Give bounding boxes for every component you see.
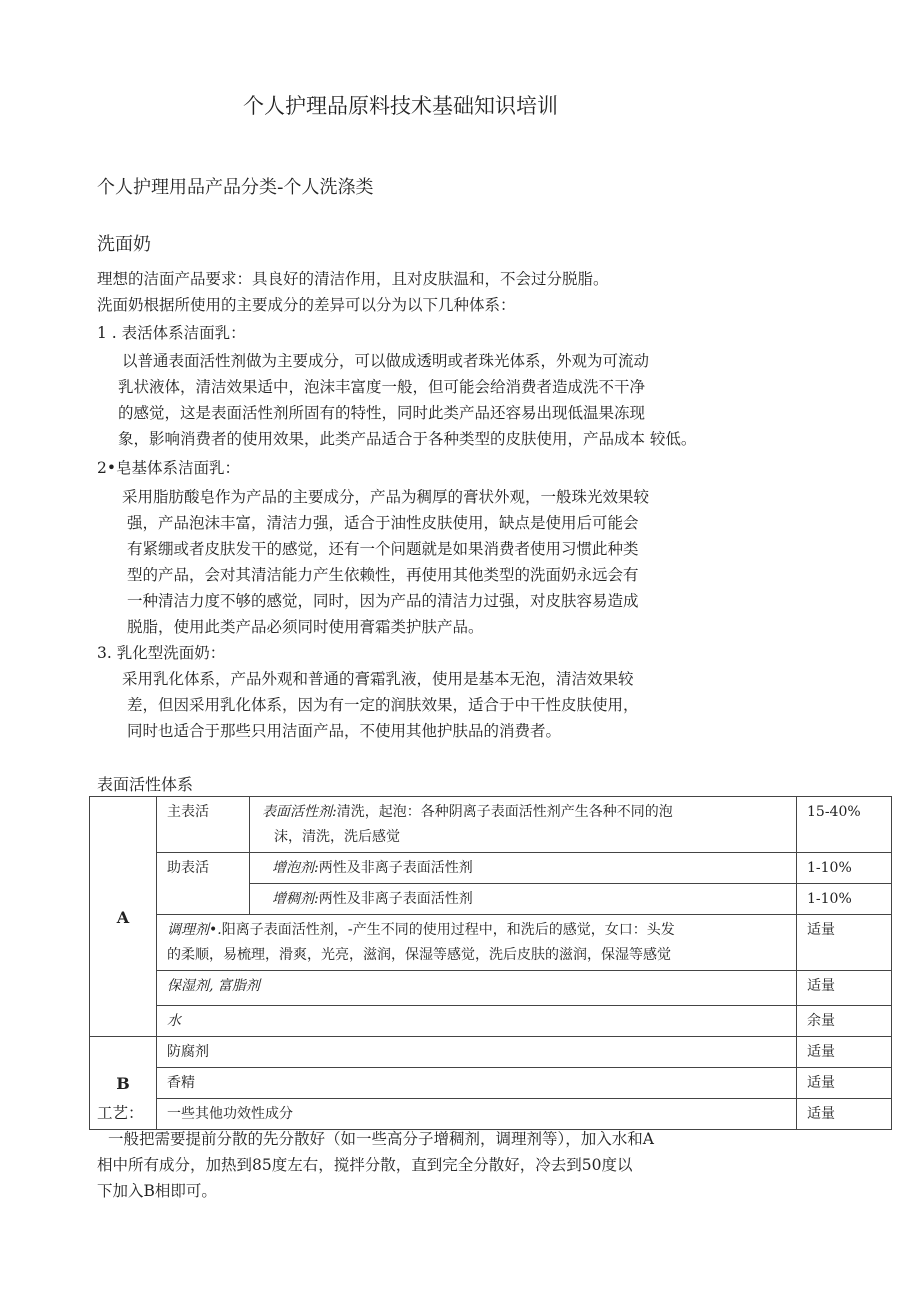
main-surfactant-desc bbox=[250, 797, 797, 853]
main-surfactant-term: 表面活性剂: bbox=[262, 804, 337, 820]
phase-a-label: A bbox=[90, 797, 157, 1037]
type-3-line: 同时也适合于那些只用洁面产品，不使用其他护肤品的消费者。 bbox=[127, 722, 562, 740]
thickener-pct: 1-10% bbox=[797, 884, 892, 915]
table-row bbox=[90, 1099, 892, 1130]
intro-line-2: 洗面奶根据所使用的主要成分的差异可以分为以下几种体系： bbox=[97, 296, 516, 314]
subsection-title: 洗面奶 bbox=[97, 234, 151, 255]
table-row bbox=[90, 797, 892, 853]
conditioner-desc-1: 阳离子表面活性剂，-产生不同的使用过程中，和洗后的感觉，女口：头发 bbox=[221, 922, 675, 938]
conditioner-pct: 适量 bbox=[797, 915, 892, 971]
thickener-term: 增稠剂: bbox=[272, 891, 319, 907]
table-row bbox=[90, 915, 892, 971]
type-2-line: 一种清洁力度不够的感觉，同时，因为产品的清洁力过强，对皮肤容易造成 bbox=[127, 592, 639, 610]
table-row bbox=[90, 1068, 892, 1099]
process-line: 相中所有成分，加热到85度左右，搅拌分散，直到完全分散好，冷去到50度以 bbox=[97, 1156, 633, 1174]
type-1-line: 象，影响消费者的使用效果，此类产品适合于各种类型的皮肤使用，产品成本 较低。 bbox=[118, 430, 697, 448]
phase-b-label: B bbox=[90, 1037, 157, 1130]
process-line: 一般把需要提前分散的先分散好（如一些高分子增稠剂，调理剂等），加入水和A bbox=[108, 1130, 654, 1148]
table-row bbox=[90, 1006, 892, 1037]
type-2-line: 脱脂，使用此类产品必须同时使用膏霜类护肤产品。 bbox=[127, 618, 484, 636]
type-1-line: 乳状液体，清洁效果适中，泡沫丰富度一般，但可能会给消费者造成洗不干净 bbox=[118, 378, 646, 396]
main-surfactant-label: 主表活 bbox=[157, 797, 250, 853]
foam-booster-term: 增泡剂: bbox=[272, 860, 319, 876]
type-2-heading: 2•皂基体系洁面乳： bbox=[97, 459, 241, 477]
document-title: 个人护理品原料技术基础知识培训 bbox=[243, 94, 558, 118]
foam-booster-text: 两性及非离子表面活性剂 bbox=[318, 860, 473, 876]
foam-booster-pct: 1-10% bbox=[797, 853, 892, 884]
process-label: 工艺： bbox=[97, 1104, 144, 1122]
type-3-line: 差，但因采用乳化体系，因为有一定的润肤效果，适合于中干性皮肤使用， bbox=[127, 696, 639, 714]
type-1-heading: 1 . 表活体系洁面乳： bbox=[97, 324, 246, 342]
conditioner-term: 调理剂•. bbox=[167, 922, 222, 938]
section-title: 个人护理用品产品分类-个人洗涤类 bbox=[97, 177, 374, 198]
type-3-heading: 3. 乳化型洗面奶： bbox=[97, 644, 226, 662]
fragrance-pct: 适量 bbox=[797, 1068, 892, 1099]
fragrance-label: 香精 bbox=[157, 1068, 797, 1099]
actives-pct: 适量 bbox=[797, 1099, 892, 1130]
table-row bbox=[90, 853, 892, 884]
type-2-line: 型的产品，会对其清洁能力产生依赖性，再使用其他类型的洗面奶永远会有 bbox=[127, 566, 639, 584]
table-row bbox=[90, 971, 892, 1006]
type-3-line: 采用乳化体系，产品外观和普通的膏霜乳液，使用是基本无泡，清洁效果较 bbox=[122, 670, 634, 688]
conditioner-desc-2: 的柔顺，易梳理，滑爽，光亮，滋润，保湿等感觉，洗后皮肤的滋润，保湿等感觉 bbox=[167, 947, 671, 963]
type-2-line: 强，产品泡沫丰富，清洁力强，适合于油性皮肤使用，缺点是使用后可能会 bbox=[127, 514, 639, 532]
main-surfactant-pct: 15-40% bbox=[797, 797, 892, 853]
formula-table bbox=[89, 796, 892, 1130]
humectant-label: 保湿剂, 富脂剂 bbox=[157, 971, 797, 1006]
main-surfactant-desc-2: 沫，清洗，洗后感觉 bbox=[274, 829, 400, 845]
thickener-text: 两性及非离子表面活性剂 bbox=[318, 891, 473, 907]
preservative-label: 防腐剂 bbox=[157, 1037, 797, 1068]
type-2-line: 采用脂肪酸皂作为产品的主要成分，产品为稠厚的膏状外观，一般珠光效果较 bbox=[122, 488, 650, 506]
type-2-line: 有紧绷或者皮肤发干的感觉，还有一个问题就是如果消费者使用习惯此种类 bbox=[127, 540, 639, 558]
actives-label: 一些其他功效性成分 bbox=[157, 1099, 797, 1130]
main-surfactant-desc-1: 清洗，起泡：各种阴离子表面活性剂产生各种不同的泡 bbox=[336, 804, 673, 820]
type-1-line: 以普通表面活性剂做为主要成分，可以做成透明或者珠光体系，外观为可流动 bbox=[122, 352, 650, 370]
preservative-pct: 适量 bbox=[797, 1037, 892, 1068]
type-1-line: 的感觉，这是表面活性剂所固有的特性，同时此类产品还容易出现低温果冻现 bbox=[118, 404, 646, 422]
thickener-desc bbox=[250, 884, 797, 915]
intro-line-1: 理想的洁面产品要求：具良好的清洁作用，且对皮肤温和，不会过分脱脂。 bbox=[97, 270, 609, 288]
humectant-pct: 适量 bbox=[797, 971, 892, 1006]
process-line: 下加入B相即可。 bbox=[97, 1182, 217, 1200]
co-surfactant-label: 助表活 bbox=[157, 853, 250, 915]
water-pct: 余量 bbox=[797, 1006, 892, 1037]
water-label: 水 bbox=[157, 1006, 797, 1037]
conditioner-desc bbox=[157, 915, 797, 971]
foam-booster-desc bbox=[250, 853, 797, 884]
table-row bbox=[90, 1037, 892, 1068]
table-label: 表面活性体系 bbox=[97, 775, 194, 794]
